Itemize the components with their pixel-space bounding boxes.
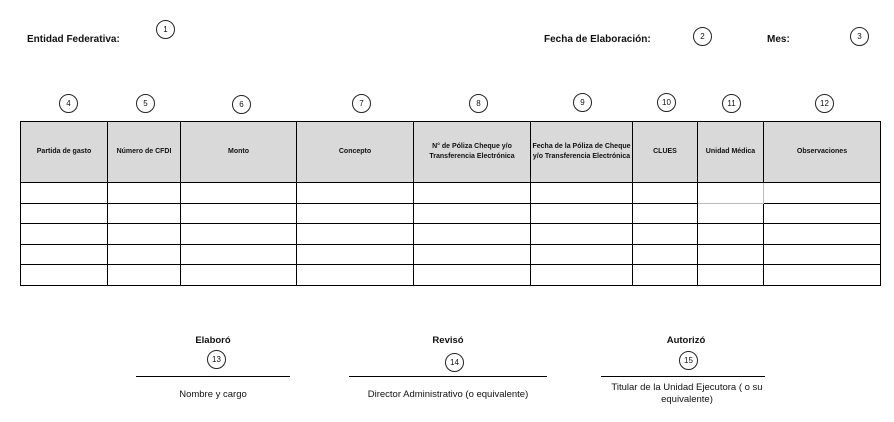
table-cell[interactable] [297, 203, 414, 224]
table-row [21, 244, 881, 265]
table-cell[interactable] [108, 265, 181, 286]
col-clues: CLUES [633, 122, 698, 183]
table-cell[interactable] [531, 224, 633, 245]
table-cell[interactable] [181, 224, 297, 245]
reviso-title: Revisó [432, 335, 464, 346]
fecha-elaboracion-label: Fecha de Elaboración: [544, 34, 651, 45]
table-cell[interactable] [764, 265, 881, 286]
table-cell[interactable] [297, 244, 414, 265]
marker-10: 10 [657, 93, 676, 112]
table-cell[interactable] [764, 183, 881, 204]
col-concepto: Concepto [297, 122, 414, 183]
table-cell[interactable] [181, 244, 297, 265]
table-cell[interactable] [633, 203, 698, 224]
col-partida-gasto: Partida de gasto [21, 122, 108, 183]
table-cell[interactable] [181, 203, 297, 224]
col-unidad-medica: Unidad Médica [698, 122, 764, 183]
table-cell[interactable] [21, 183, 108, 204]
table-cell[interactable] [633, 265, 698, 286]
table-cell[interactable] [414, 183, 531, 204]
marker-7: 7 [352, 94, 371, 113]
marker-13: 13 [207, 350, 226, 369]
marker-15: 15 [679, 351, 698, 370]
table-cell[interactable] [764, 244, 881, 265]
table-cell[interactable] [21, 244, 108, 265]
table-cell[interactable] [297, 265, 414, 286]
table-cell[interactable] [698, 224, 764, 245]
table-cell[interactable] [297, 224, 414, 245]
autorizo-title: Autorizó [666, 335, 706, 346]
marker-6: 6 [232, 95, 251, 114]
mes-label: Mes: [767, 34, 790, 45]
table-cell[interactable] [21, 265, 108, 286]
elaboro-caption: Nombre y cargo [179, 389, 247, 400]
table-cell[interactable] [108, 244, 181, 265]
col-monto: Monto [181, 122, 297, 183]
table-cell[interactable] [108, 224, 181, 245]
table-cell[interactable] [764, 203, 881, 224]
reviso-caption: Director Administrativo (o equivalente) [367, 389, 529, 400]
col-observaciones: Observaciones [764, 122, 881, 183]
marker-11: 11 [722, 94, 741, 113]
table-cell[interactable] [108, 183, 181, 204]
marker-9: 9 [573, 93, 592, 112]
table-cell[interactable] [531, 183, 633, 204]
expense-table [20, 121, 881, 286]
table-cell[interactable] [764, 224, 881, 245]
table-cell[interactable] [698, 183, 764, 204]
col-fecha-poliza: Fecha de la Póliza de Cheque y/o Transferencia Electrónica [531, 122, 633, 183]
marker-4: 4 [59, 94, 78, 113]
table-cell[interactable] [414, 224, 531, 245]
table-row [21, 183, 881, 204]
table-cell[interactable] [633, 183, 698, 204]
table-cell[interactable] [414, 203, 531, 224]
marker-3: 3 [850, 27, 869, 46]
marker-12: 12 [815, 94, 834, 113]
table-cell[interactable] [633, 224, 698, 245]
table-cell[interactable] [414, 244, 531, 265]
marker-5: 5 [136, 94, 155, 113]
table-cell[interactable] [698, 265, 764, 286]
table-cell[interactable] [531, 203, 633, 224]
autorizo-caption: Titular de la Unidad Ejecutora ( o su equivalente) [611, 382, 763, 405]
autorizo-signature-line [601, 376, 765, 377]
table-cell[interactable] [698, 244, 764, 265]
marker-14: 14 [445, 353, 464, 372]
elaboro-signature-line [136, 376, 290, 377]
table-cell[interactable] [297, 183, 414, 204]
table-cell[interactable] [414, 265, 531, 286]
elaboro-title: Elaboró [195, 335, 231, 346]
table-cell[interactable] [21, 224, 108, 245]
marker-2: 2 [693, 27, 712, 46]
table-cell[interactable] [633, 244, 698, 265]
table-cell[interactable] [531, 244, 633, 265]
table-cell[interactable] [531, 265, 633, 286]
table-cell[interactable] [698, 203, 764, 224]
table-header-row [21, 122, 881, 183]
table-row [21, 265, 881, 286]
table-cell[interactable] [181, 265, 297, 286]
table-cell[interactable] [108, 203, 181, 224]
table-row [21, 224, 881, 245]
col-numero-cfdi: Número de CFDI [108, 122, 181, 183]
marker-8: 8 [469, 94, 488, 113]
table-cell[interactable] [21, 203, 108, 224]
reviso-signature-line [349, 376, 547, 377]
col-poliza: N° de Póliza Cheque y/o Transferencia Electrónica [414, 122, 531, 183]
table-cell[interactable] [181, 183, 297, 204]
entidad-federativa-label: Entidad Federativa: [27, 34, 120, 45]
table-row [21, 203, 881, 224]
marker-1: 1 [156, 20, 175, 39]
